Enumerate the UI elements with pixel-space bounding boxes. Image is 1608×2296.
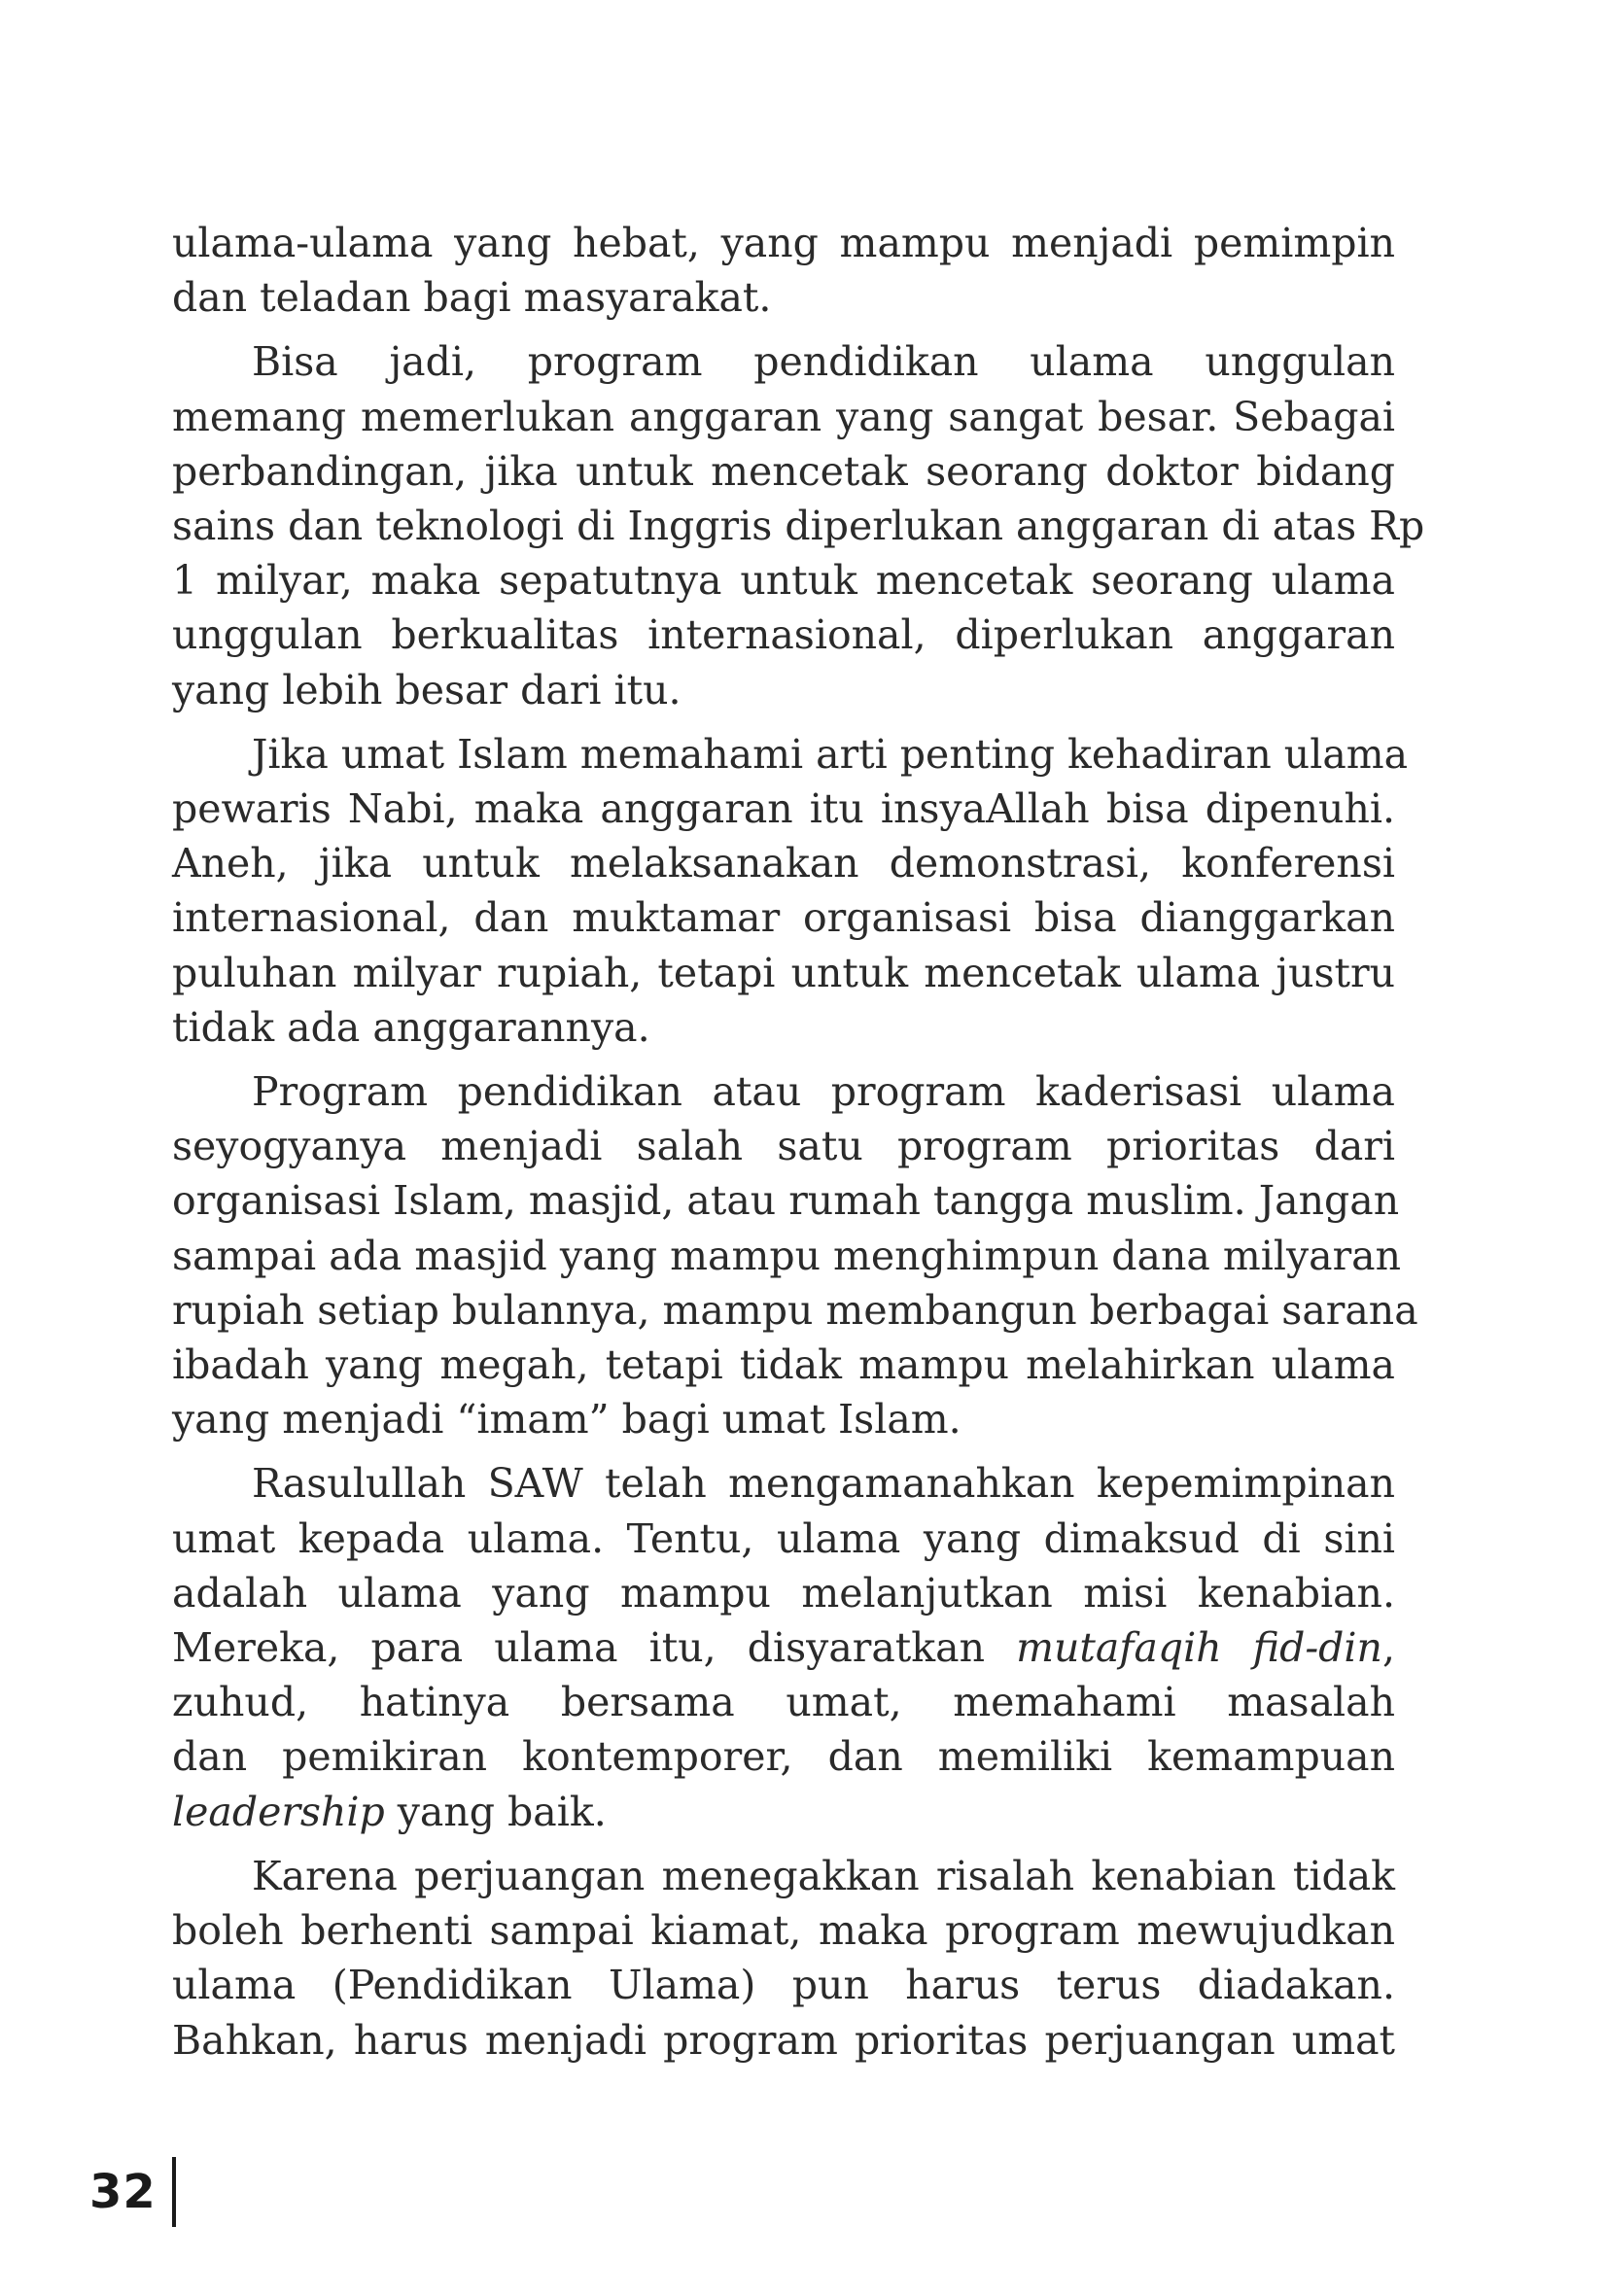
text-line: sampai ada masjid yang mampu menghimpun dana milyaran — [172, 1232, 1402, 1279]
paragraph-3 — [172, 727, 1409, 1055]
page-footer — [89, 2158, 176, 2226]
text-line: yang menjadi “imam” bagi umat Islam. — [172, 1396, 961, 1444]
text-line: boleh berhenti sampai kiamat, maka program mewujudkan — [172, 1907, 1395, 1955]
paragraph-5 — [172, 1456, 1395, 1838]
text-line: Jika umat Islam memahami arti penting kehadiran ulama — [252, 730, 1409, 778]
text-line: unggulan berkualitas internasional, diperlukan anggaran — [172, 611, 1395, 659]
text-line: sains dan teknologi di Inggris diperlukan anggaran di atas Rp — [172, 503, 1425, 550]
text-line: Bisa jadi, program pendidikan ulama unggulan — [252, 338, 1395, 386]
body-text — [172, 216, 1425, 2077]
text-line: ulama-ulama yang hebat, yang mampu menjadi pemimpin — [172, 220, 1395, 266]
italic-term: mutafaqih fid-din — [1016, 1624, 1382, 1672]
paragraph-2 — [172, 334, 1425, 716]
text-segment: yang baik. — [384, 1788, 607, 1835]
text-line: pewaris Nabi, maka anggaran itu insyaAllah bisa dipenuhi. — [172, 785, 1395, 833]
text-segment: Mereka, para ulama itu, disyaratkan — [172, 1624, 985, 1672]
text-line: rupiah setiap bulannya, mampu membangun berbagai sarana — [172, 1286, 1418, 1334]
text-line: ibadah yang megah, tetapi tidak mampu melahirkan ulama — [172, 1341, 1395, 1389]
text-segment: , — [1381, 1624, 1395, 1672]
text-line: Bahkan, harus menjadi program prioritas perjuangan umat — [172, 2016, 1395, 2064]
text-line: Program pendidikan atau program kaderisasi ulama — [252, 1068, 1395, 1116]
paragraph-4 — [172, 1064, 1418, 1446]
text-line: Rasulullah SAW telah mengamanahkan kepemimpinan — [252, 1460, 1395, 1508]
text-line: puluhan milyar rupiah, tetapi untuk mencetak ulama justru — [172, 949, 1395, 996]
paragraph-1 — [172, 216, 1395, 325]
text-line: yang lebih besar dari itu. — [172, 666, 682, 713]
paragraph-6 — [172, 1849, 1395, 2068]
text-line: Aneh, jika untuk melaksanakan demonstrasi, konferensi — [172, 840, 1395, 887]
page-number: 32 — [89, 2165, 157, 2219]
text-line: adalah ulama yang mampu melanjutkan misi kenabian. — [172, 1569, 1395, 1617]
text-line: memang memerlukan anggaran yang sangat besar. Sebagai — [172, 393, 1395, 440]
page-number-rule — [172, 2157, 176, 2227]
text-line: organisasi Islam, masjid, atau rumah tangga muslim. Jangan — [172, 1177, 1400, 1225]
text-line: dan teladan bagi masyarakat. — [172, 274, 772, 322]
text-line: umat kepada ulama. Tentu, ulama yang dimaksud di sini — [172, 1514, 1395, 1562]
text-line: 1 milyar, maka sepatutnya untuk mencetak seorang ulama — [172, 557, 1395, 605]
italic-term: leadership — [172, 1788, 385, 1835]
text-line: dan pemikiran kontemporer, dan memiliki kemampuan — [172, 1733, 1395, 1781]
text-line: internasional, dan muktamar organisasi bisa dianggarkan — [172, 894, 1395, 942]
text-line: ulama (Pendidikan Ulama) pun harus terus diadakan. — [172, 1962, 1395, 2009]
text-line: Karena perjuangan menegakkan risalah kenabian tidak — [252, 1852, 1395, 1899]
text-line: perbandingan, jika untuk mencetak seorang doktor bidang — [172, 447, 1395, 495]
text-line: tidak ada anggarannya. — [172, 1003, 650, 1051]
text-line: zuhud, hatinya bersama umat, memahami masalah — [172, 1679, 1395, 1726]
text-line-mixed — [172, 1785, 1395, 1839]
text-line-mixed — [172, 1620, 1395, 1675]
text-line: seyogyanya menjadi salah satu program prioritas dari — [172, 1123, 1395, 1170]
